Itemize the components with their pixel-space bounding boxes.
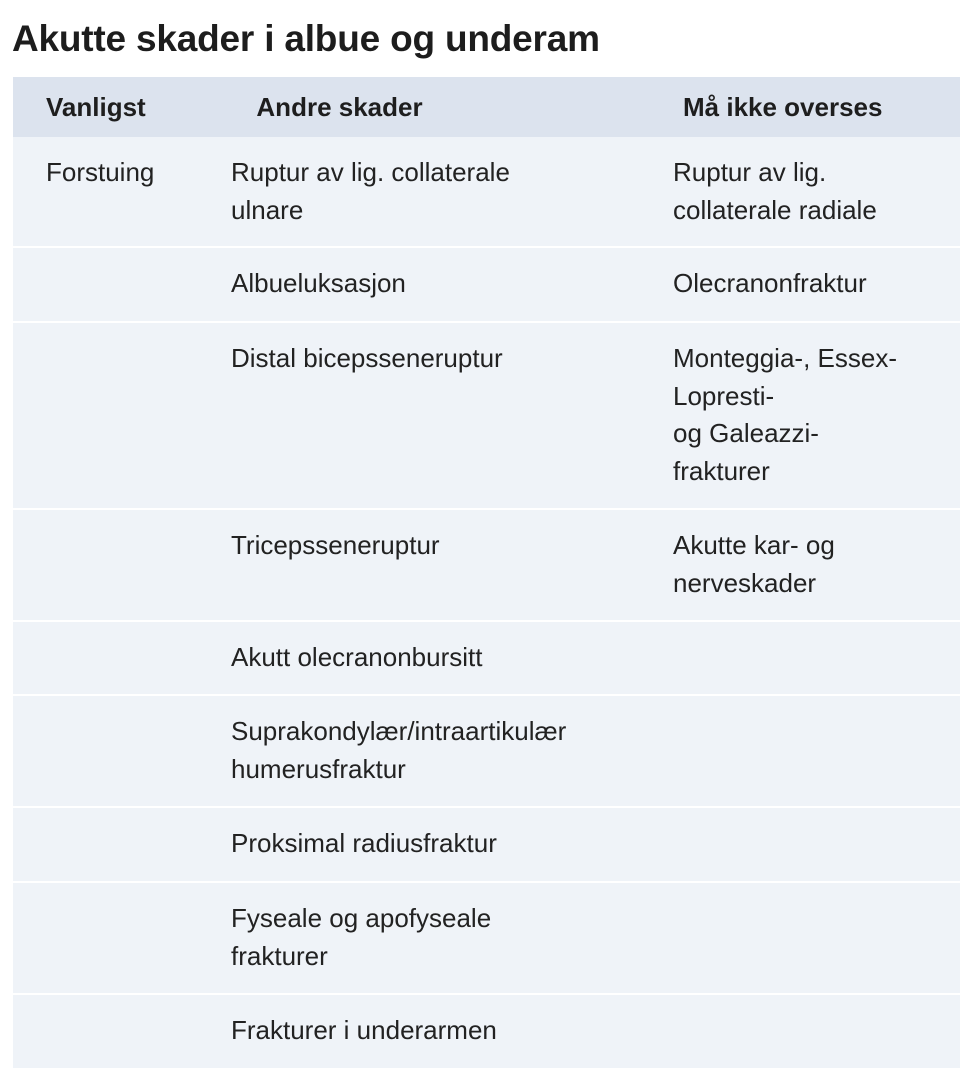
cell-ma-ikke-overses: Monteggia-, Essex- Lopresti- og Galeazzi- frakturer xyxy=(673,343,897,486)
cell-ma-ikke-overses xyxy=(673,1012,960,1068)
page-title: Akutte skader i albue og underam xyxy=(12,18,600,59)
cell-ma-ikke-overses: Ruptur av lig. collaterale radiale xyxy=(673,157,877,225)
cell-vanligst xyxy=(13,713,231,806)
cell-vanligst xyxy=(13,340,231,508)
cell-andre-skader: Proksimal radiusfraktur xyxy=(231,828,497,858)
cell-andre-skader: Tricepsseneruptur xyxy=(231,530,440,560)
table-header xyxy=(13,77,960,137)
cell-ma-ikke-overses: Akutte kar- og nerveskader xyxy=(673,530,835,598)
cell-ma-ikke-overses xyxy=(673,825,960,881)
table-row xyxy=(13,883,960,995)
injury-table xyxy=(13,77,960,1068)
cell-andre-skader: Suprakondylær/intraartikulær humerusfraktur xyxy=(231,716,567,784)
column-header-andre-skader: Andre skader xyxy=(256,92,423,122)
cell-andre-skader: Distal bicepsseneruptur xyxy=(231,343,503,373)
cell-vanligst xyxy=(13,265,231,321)
table-row xyxy=(13,808,960,883)
table-row xyxy=(13,622,960,696)
table-row xyxy=(13,995,960,1068)
column-header-ma-ikke-overses: Må ikke overses xyxy=(683,92,883,122)
table-row xyxy=(13,696,960,808)
column-header-vanligst: Vanligst xyxy=(46,92,146,122)
cell-ma-ikke-overses xyxy=(673,713,960,806)
cell-andre-skader: Frakturer i underarmen xyxy=(231,1015,497,1045)
cell-vanligst xyxy=(13,900,231,993)
cell-vanligst xyxy=(13,1012,231,1068)
cell-andre-skader: Ruptur av lig. collaterale ulnare xyxy=(231,157,510,225)
cell-andre-skader: Akutt olecranonbursitt xyxy=(231,642,483,672)
table-row xyxy=(13,510,960,622)
cell-ma-ikke-overses xyxy=(673,900,960,993)
cell-ma-ikke-overses xyxy=(673,639,960,694)
cell-vanligst xyxy=(13,825,231,881)
cell-vanligst: Forstuing xyxy=(46,157,155,187)
table-row xyxy=(13,323,960,510)
cell-andre-skader: Fyseale og apofyseale frakturer xyxy=(231,903,492,971)
cell-andre-skader: Albueluksasjon xyxy=(231,268,406,298)
table-row xyxy=(13,137,960,248)
cell-ma-ikke-overses: Olecranonfraktur xyxy=(673,268,867,298)
cell-vanligst xyxy=(13,639,231,694)
table-row xyxy=(13,248,960,323)
cell-vanligst xyxy=(13,527,231,620)
